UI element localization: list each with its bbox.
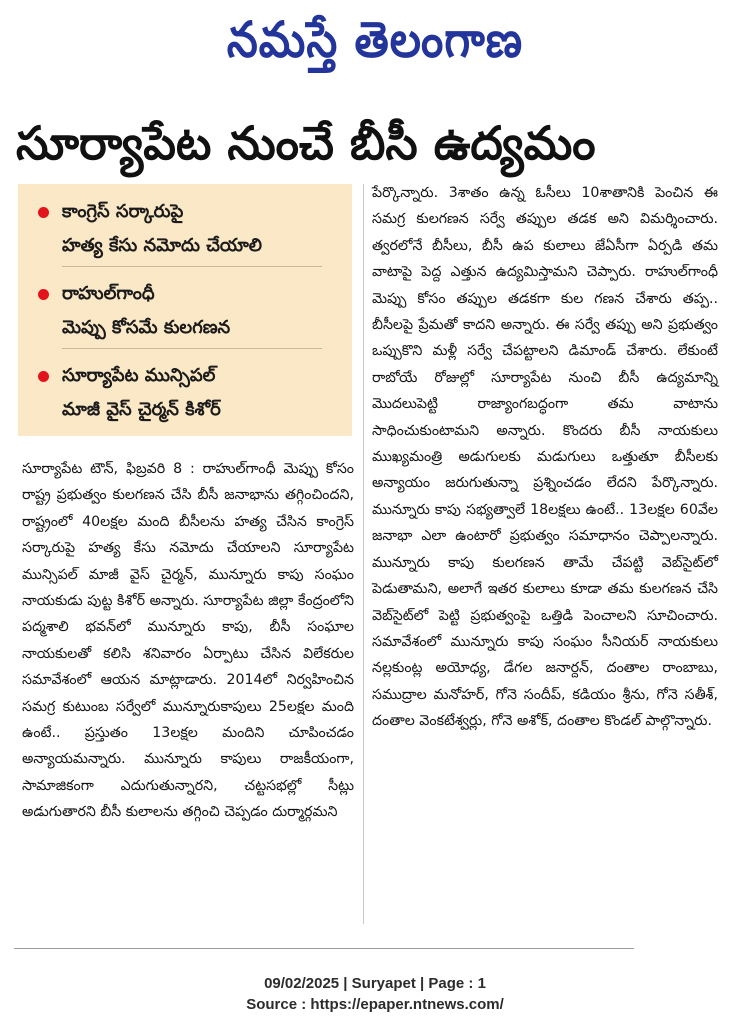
article-column-left <box>22 456 354 826</box>
highlight-line: కాంగ్రెస్ సర్కారుపై <box>62 201 184 222</box>
highlight-line: మాజీ వైస్ చైర్మన్ కిశోర్ <box>62 399 221 420</box>
bullet-icon <box>38 289 49 300</box>
divider <box>62 348 322 349</box>
headline: సూర్యాపేట నుంచే బీసీ ఉద్యమం <box>16 116 596 170</box>
article-body: సూర్యాపేట టౌన్, ఫిబ్రవరి 8 : రాహుల్‌గాంధీ మెప్పు కోసం రాష్ట్ర ప్రభుత్వం కులగణన చేసి బీసీ జనాభాను తగ్గించిందని, రాష్ట్రంలో 40లక్షల మంది బీసీలను హత్య చేసిన కాంగ్రెస్ సర్కారుపై హత్య కేసు నమోదు చేయాలని సూర్యాపేట మున్సిపల్ మాజీ వైస్ చైర్మన్, మున్నూరు కాపు సంఘం నాయకుడు పుట్ట కిశోర్ అన్నారు. సూర్యాపేట జిల్లా కేంద్రంలోని పద్మశాలి భవన్‌లో మున్నూరు కాపు, బీసీ సంఘాల నాయకులతో కలిసి శనివారం ఏర్పాటు చేసిన విలేకరుల సమావేశంలో ఆయన మాట్లాడారు. 2014లో నిర్వహించిన సమగ్ర కుటుంబ సర్వేలో మున్నూరుకాపులు 25లక్షల మంది ఉంటే.. ప్రస్తుతం 13లక్షల మందిని చూపించడం అన్యాయమన్నారు. మున్నూరు కాపులు రాజకీయంగా, సామాజికంగా ఎదుగుతున్నారని, చట్టసభల్లో సీట్లు అడుగుతారని బీసీ కులాలను తగ్గించి చెప్పడం దుర్మార్గమని <box>22 461 354 821</box>
highlight-line: సూర్యాపేట మున్సిపల్ <box>62 365 216 386</box>
highlight-line: హత్య కేసు నమోదు చేయాలి <box>62 235 263 256</box>
footer-date-line: 09/02/2025 | Suryapet | Page : 1 <box>264 975 486 992</box>
article-body: పేర్కొన్నారు. 3శాతం ఉన్న ఓసీలు 10శాతానికి పెంచిన ఈ సమగ్ర కులగణన సర్వే తప్పుల తడక అని విమర్శించారు. త్వరలోనే బీసీలు, బీసీ ఉప కులాలు జేఏసీగా ఏర్పడి తమ వాటాపై పెద్ద ఎత్తున ఉద్యమిస్తామని చెప్పారు. రాహుల్‌గాంధీ మెప్పు కోసం తప్పుల తడకగా కుల గణన చేశారు తప్ప.. బీసీలపై ప్రేమతో కాదని అన్నారు. ఈ సర్వే తప్పు అని ప్రభుత్వం ఒప్పుకొని మళ్లీ సర్వే చేపట్టాలని డిమాండ్ చేశారు. లేకుంటే రాబోయే రోజుల్లో సూర్యాపేట నుంచి బీసీ ఉద్యమాన్ని మొదలుపెట్టి రాజ్యాంగబద్ధంగా తమ వాటాను సాధించుకుంటామని అన్నారు. కొందరు బీసీ నాయకులు ముఖ్యమంత్రి అడుగులకు మడుగులు ఒత్తుతూ బీసీలకు అన్యాయం జరుగుతున్నా ప్రశ్నించడం లేదని పేర్కొన్నారు. మున్నూరు కాపు సభ్యత్వాలే 18లక్షలు ఉంటే.. 13లక్షల 60వేల జనాభా ఎలా ఉంటారో ప్రభుత్వం సమాధానం చెప్పాలన్నారు. మున్నూరు కాపు కులగణన తామే చేపట్టి వెబ్‌సైట్‌లో పెడుతామని, అలాగే ఇతర కులాలు కూడా తమ కులగణన చేసి వెబ్‌సైట్‌లో పెట్టి ప్రభుత్వంపై ఒత్తిడి పెంచాలని సూచించారు. సమావేశంలో మున్నూరు కాపు సంఘం సీనియర్ నాయకులు నల్లకుంట్ల అయోధ్య, డేగల జనార్దన్, దంతాల రాంబాబు, సముద్రాల మనోహర్, గోనె సందీప్, కడియం శ్రీను, గోనె సతీశ్, దంతాల వెంకటేశ్వర్లు, గోనె అశోక్, దంతాల కొండల్ పాల్గొన్నారు. <box>372 185 718 730</box>
bullet-icon <box>38 371 49 382</box>
footer-source-line: Source : https://epaper.ntnews.com/ <box>246 996 504 1013</box>
highlight-line: రాహుల్‌గాంధీ <box>62 283 155 304</box>
footer-divider <box>14 948 634 949</box>
bullet-icon <box>38 207 49 218</box>
article-column-right <box>372 180 718 735</box>
divider <box>62 266 322 267</box>
newspaper-logo: నమస్తే తెలంగాణ <box>226 11 524 69</box>
masthead <box>0 4 750 78</box>
column-divider <box>363 184 364 924</box>
highlights-box <box>18 184 352 436</box>
highlight-line: మెప్పు కోసమే కులగణన <box>62 317 231 338</box>
